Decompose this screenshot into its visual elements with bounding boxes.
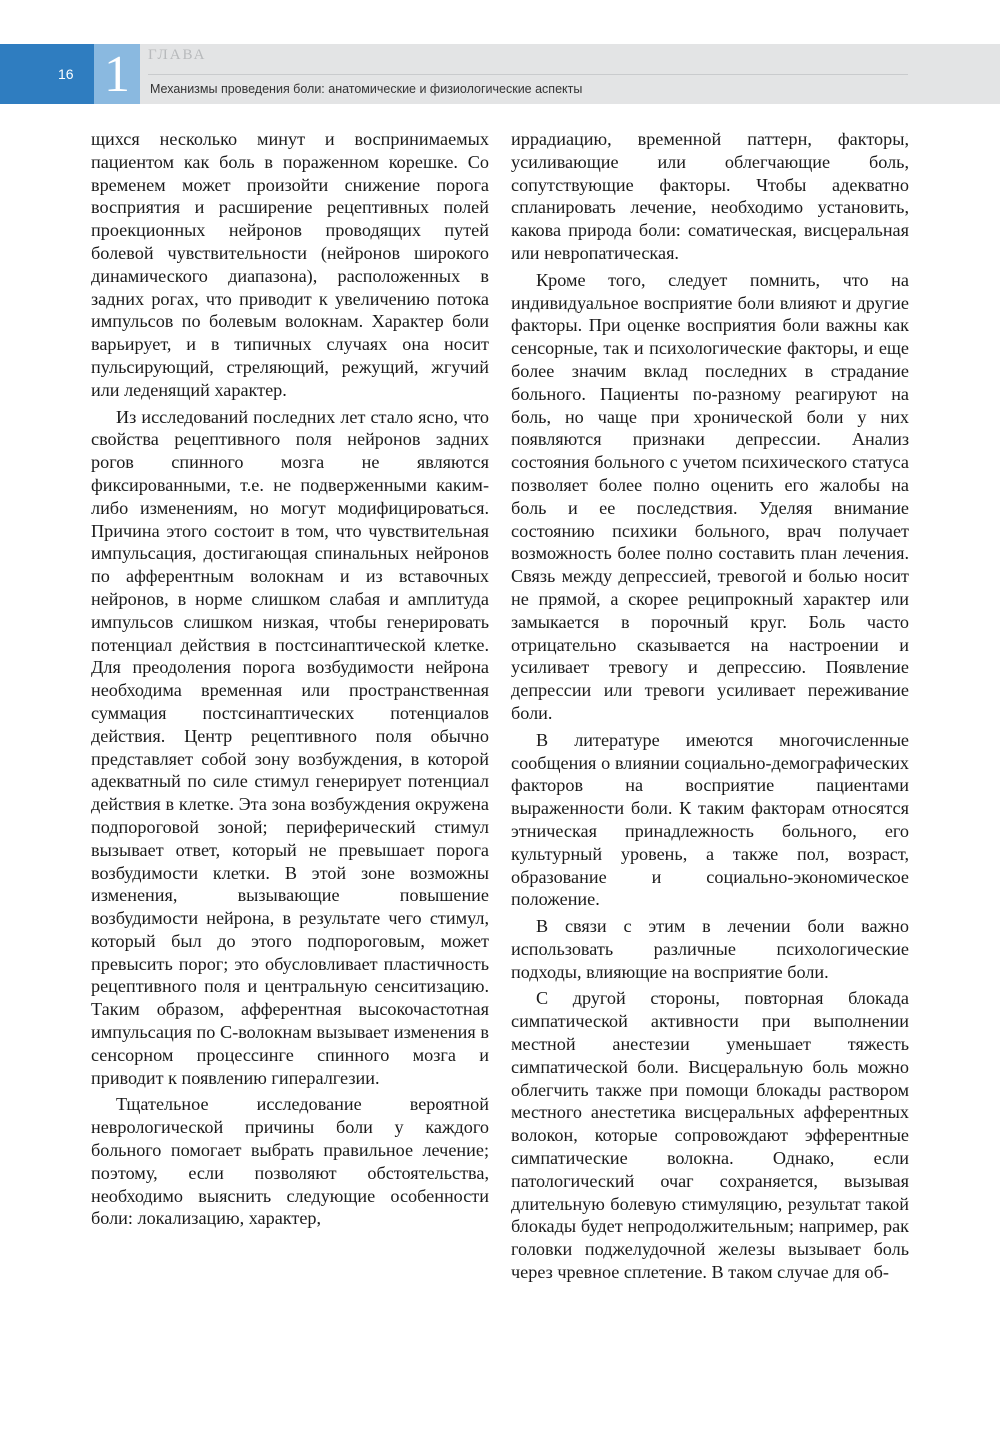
- left-column: [91, 128, 489, 1234]
- chapter-title: Механизмы проведения боли: анатомические и физиологические аспекты: [150, 82, 583, 96]
- paragraph: Из исследований последних лет стало ясно, что свойства рецептивного поля нейронов задних рогов спинного мозга не являются фиксированными, т.е. не подверженными каким-либо изменениям, но могут модифицироваться. Причина этого состоит в том, что чувствительная импульсация, достигающая спинальных нейронов по афферентным волокнам и из вставочных нейронов, в норме слишком слабая и амплитуда импульсов слишком низкая, чтобы генерировать потенциал действия в постсинаптической клетке. Для преодоления порога возбудимости нейрона необходима временная или пространственная суммация постсинаптических потенциалов действия. Центр рецептивного поля обычно представляет собой зону возбуждения, в которой адекватный по силе стимул генерирует потенциал действия в клетке. Эта зона возбуждения окружена подпороговой зоной; периферический стимул вызывает ответ, который не превышает порога возбудимости клетки. В этой зоне возможны изменения, вызывающие повышение возбудимости нейрона, в результате чего стимул, который был до этого подпороговым, может превысить порог; это обусловливает пластичность рецептивного поля и центральную сенситизацию. Таким образом, афферентная высокочастотная импульсация по С-волокнам вызывает изменения в сенсорном процессинге спинного мозга и приводит к появлению гипералгезии.: [91, 406, 489, 1088]
- paragraph: В литературе имеются многочисленные сообщения о влиянии социально-демографических факторов на восприятие пациентами выраженности боли. К таким факторам относятся этническая принадлежность больного, его культурный уровень, а также пол, возраст, образование и социально-экономическое положение.: [511, 729, 909, 910]
- paragraph: В связи с этим в лечении боли важно использовать различные психологические подходы, влияющие на восприятие боли.: [511, 916, 909, 982]
- paragraph: щихся несколько минут и воспринимаемых пациентом как боль в пораженном корешке. Со временем может произойти снижение порога восприятия и расширение рецептивных полей проекционных нейронов проводящих путей болевой чувствительности (нейронов широкого динамического диапазона), расположенных в задних рогах, что приводит к увеличению потока импульсов по болевым волокнам. Характер боли варьирует, и в типичных случаях она носит пульсирующий, стреляющий, режущий, жгучий или леденящий характер.: [91, 129, 489, 400]
- page-number-box: [0, 44, 94, 104]
- header-divider: [148, 74, 908, 75]
- paragraph: Кроме того, следует помнить, что на индивидуальное восприятие боли влияют и другие факторы. При оценке восприятия боли важны как сенсорные, так и психологические факторы, и еще более значим вклад последних в страдание больного. Пациенты по-разному реагируют на боль, но чаще при хронической боли у них появляются признаки депрессии. Анализ состояния больного с учетом психического статуса позволяет более полно оценить его жалобы на боль и ее последствия. Уделяя внимание состоянию психики больного, врач получает возможность более полно составить план лечения. Связь между депрессией, тревогой и болью носит не прямой, а скорее реципрокный характер или замыкается в порочный круг. Боль часто отрицательно сказывается на настроении и усиливает тревогу и депрессию. Появление депрессии или тревоги усиливает переживание боли.: [511, 269, 909, 723]
- chapter-label: ГЛАВА: [148, 47, 207, 63]
- page-number: 16: [58, 66, 74, 82]
- right-column: [511, 128, 909, 1288]
- chapter-number: 1: [104, 46, 130, 103]
- paragraph: Тщательное исследование вероятной неврологической причины боли у каждого больного помогает выбрать правильное лечение; поэтому, если позволяют обстоятельства, необходимо выяснить следующие особенности боли: локализацию, характер,: [91, 1094, 489, 1229]
- paragraph: иррадиацию, временной паттерн, факторы, усиливающие или облегчающие боль, сопутствующие факторы. Чтобы адекватно спланировать лечение, необходимо установить, какова природа боли: соматическая, висцеральная или невропатическая.: [511, 129, 909, 263]
- paragraph: С другой стороны, повторная блокада симпатической активности при выполнении местной анестезии уменьшает тяжесть симпатической боли. Висцеральную боль можно облегчить также при помощи блокады раствором местного анестетика висцеральных афферентных волокон, которые сопровождают эфферентные симпатические волокна. Однако, если патологический очаг сохраняется, вызывая длительную болевую стимуляцию, результат такой блокады будет непродолжительным; например, рак головки поджелудочной железы вызывает боль через чревное сплетение. В таком случае для об-: [511, 988, 909, 1283]
